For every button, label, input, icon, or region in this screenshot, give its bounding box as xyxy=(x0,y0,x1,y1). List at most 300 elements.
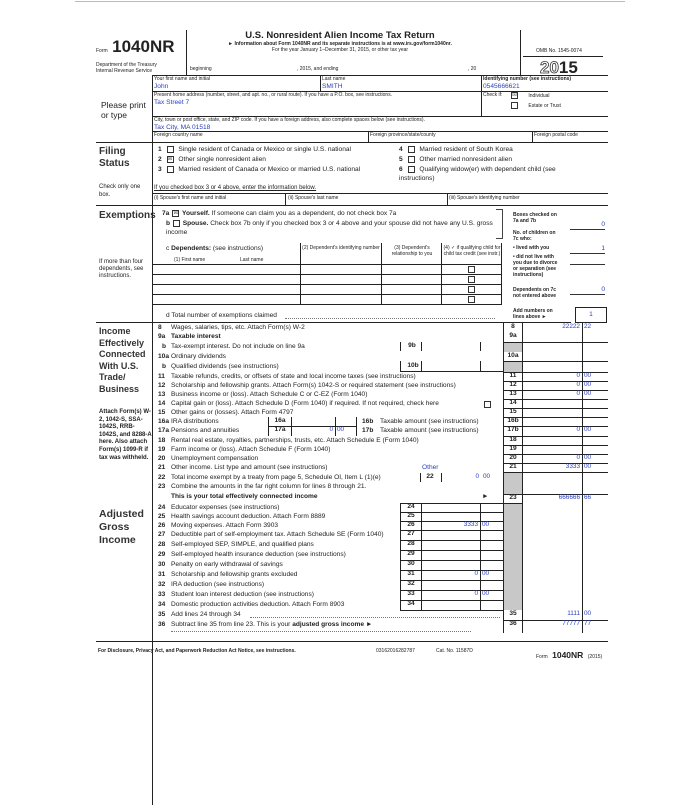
line-16b-text: Taxable amount (see instructions) xyxy=(380,418,479,425)
estate-label: Estate or Trust xyxy=(528,102,561,109)
shaded-cell xyxy=(504,473,522,494)
filing-checkbox-3[interactable] xyxy=(167,166,174,173)
line-8 xyxy=(158,323,305,332)
line-7b xyxy=(166,219,511,237)
omb-number: OMB No. 1545-0074 xyxy=(536,48,582,54)
line-36-dollars[interactable]: 77777 xyxy=(562,620,580,627)
option-label: Married resident of Canada or Mexico or married U.S. national xyxy=(178,166,361,173)
tax-year-solid: 15 xyxy=(558,58,578,77)
line-text: Health savings account deduction. Attach Form 8889 xyxy=(171,513,326,520)
line-17a-dollars[interactable]: 0 xyxy=(329,426,333,433)
first-name-label: Your first name and initial xyxy=(154,76,210,82)
address-field[interactable]: Tax Street 7 xyxy=(154,99,190,106)
line-26-dollars[interactable]: 3333 xyxy=(463,521,478,528)
line-text: Taxable refunds, credits, or offsets of state and local income taxes (see instructions) xyxy=(171,373,416,380)
line-21-cents[interactable]: 00 xyxy=(584,463,592,470)
inner-box-label: 24 xyxy=(407,503,415,510)
line-num: 27 xyxy=(158,531,166,538)
line-30 xyxy=(158,560,283,569)
inner-box-right xyxy=(356,417,357,436)
line-8-dollars[interactable]: 22222 xyxy=(562,323,580,330)
line-num: 14 xyxy=(158,400,166,407)
spouse-label: Spouse. xyxy=(182,220,209,227)
spouse-first-label: (i) Spouse's first name and initial xyxy=(154,195,227,201)
line-text: Add lines 24 through 34 xyxy=(171,611,241,618)
line-28 xyxy=(158,540,314,549)
line-num: 10a xyxy=(158,353,170,360)
line-22 xyxy=(158,473,381,482)
line-text: Self-employed health insurance deduction (see instructions) xyxy=(171,551,346,558)
line-8-cents[interactable]: 22 xyxy=(584,323,592,330)
line-31 xyxy=(158,570,297,579)
line-11 xyxy=(158,372,416,381)
spouse-divider-2 xyxy=(447,193,448,205)
spouse-id-label: (iii) Spouse's identifying number xyxy=(449,195,520,201)
line-29 xyxy=(158,550,346,559)
line-26-cents[interactable]: 00 xyxy=(482,521,490,528)
irs-label: Internal Revenue Service xyxy=(96,68,153,74)
line-box-label: 9a xyxy=(509,332,517,339)
line-11-cents[interactable]: 00 xyxy=(584,372,592,379)
line-text: Moving expenses. Attach Form 3903 xyxy=(171,522,279,529)
estate-checkbox[interactable] xyxy=(511,102,518,109)
row-rule xyxy=(400,610,503,611)
line-23-text2: This is your total effectively connected income xyxy=(171,493,318,500)
inner-box-divider xyxy=(421,342,422,351)
foreign-country-label: Foreign country name xyxy=(154,132,203,138)
filing-option-1[interactable] xyxy=(158,145,388,154)
agi-inner-divider xyxy=(421,503,422,610)
please-print-label xyxy=(101,100,146,120)
option-num: 3 xyxy=(158,166,162,173)
line-20 xyxy=(158,454,258,463)
spouse-last-label: (ii) Spouse's last name xyxy=(288,195,339,201)
dep-row-line-5 xyxy=(152,304,502,305)
line-36 xyxy=(158,620,498,629)
info-line: ► Information about Form 1040NR and its separate instructions is at www.irs.gov/form1040nr. xyxy=(228,41,452,47)
shaded-column xyxy=(504,504,522,610)
line-num: 26 xyxy=(158,522,166,529)
exemptions-title: Exemptions xyxy=(99,210,156,221)
header-divider xyxy=(186,30,187,75)
line-num: 32 xyxy=(158,581,166,588)
income-title xyxy=(99,326,146,395)
dependent-checkbox-2[interactable] xyxy=(468,276,475,283)
check-only-2: box. xyxy=(99,192,111,198)
inner-box-label: 31 xyxy=(407,570,415,577)
line-22-cents[interactable]: 00 xyxy=(483,473,491,480)
agi-title xyxy=(99,508,144,547)
form-label: Form xyxy=(96,48,108,54)
line-35-cents[interactable]: 00 xyxy=(584,610,592,617)
footer-form-number: 1040NR xyxy=(552,650,584,660)
line-text: Combine the amounts in the far right column for lines 8 through 21. xyxy=(171,483,367,490)
form-number: 1040NR xyxy=(112,37,175,56)
line-prefix: 7a xyxy=(162,210,170,217)
dependents-not-entered-label: Dependents on 7c not entered above xyxy=(513,287,557,299)
line-31-cents[interactable]: 00 xyxy=(482,570,490,577)
arrow-icon: ► xyxy=(365,621,373,628)
line-box-label: 19 xyxy=(509,445,517,452)
line-7d-text: d Total number of exemptions claimed xyxy=(166,312,277,319)
last-name-field[interactable]: SMITH xyxy=(322,83,343,90)
line-20-cents[interactable]: 00 xyxy=(584,454,592,461)
line-prefix: b xyxy=(166,220,171,227)
other-income-type[interactable]: Other xyxy=(422,464,439,471)
individual-label: Individual xyxy=(528,92,550,99)
print-label-line2: or type xyxy=(101,110,127,120)
line-12-cents[interactable]: 00 xyxy=(584,381,592,388)
line-35-dollars[interactable]: 1111 xyxy=(567,610,580,617)
filing-title-1: Filing xyxy=(99,146,126,157)
inner-box-left xyxy=(400,342,401,351)
tax-year-outline: 20 xyxy=(540,58,559,77)
line-text: IRA deduction (see instructions) xyxy=(171,581,265,588)
dep-row-line-2 xyxy=(152,274,502,275)
line-33-dollars[interactable]: 0 xyxy=(474,590,478,597)
individual-checkbox-row xyxy=(508,92,550,99)
line-9b xyxy=(162,342,305,351)
address-label: Present home address (number, street, and apt. no., or rural route). If you have a P.O. box, see instructions. xyxy=(154,92,393,98)
filing-option-3[interactable] xyxy=(158,165,398,174)
line-num: 20 xyxy=(158,455,166,462)
inner-box-label: 33 xyxy=(407,590,415,597)
line-box-label: 16b xyxy=(507,417,519,424)
dependents-label: Dependents: xyxy=(171,245,212,252)
line-18 xyxy=(158,436,419,445)
line-box-label: 15 xyxy=(509,408,517,415)
line-text: Deductible part of self-employment tax. Attach Schedule SE (Form 1040) xyxy=(171,531,384,538)
line-text: Taxable interest xyxy=(171,333,221,340)
did-not-live-value[interactable] xyxy=(570,256,605,265)
boxes-checked-value[interactable]: 0 xyxy=(570,220,605,230)
line-17a-cents[interactable]: 00 xyxy=(337,426,345,433)
spouse-checkbox[interactable] xyxy=(173,220,180,227)
agi-title-1: Adjusted xyxy=(99,508,144,520)
twenty-label: , 20 xyxy=(468,66,477,72)
line-num: 16a xyxy=(158,418,170,425)
col1-first: (1) First name xyxy=(174,257,206,263)
line-text: Scholarship and fellowship grants. Attach Form(s) 1042-S or required statement (see instructions) xyxy=(171,382,456,389)
line-box-label: 11 xyxy=(509,372,517,379)
inner-box-label: 34 xyxy=(407,600,415,607)
line-box-label: 35 xyxy=(509,610,517,617)
line-text: Pensions and annuities xyxy=(171,427,240,434)
line-text: Penalty on early withdrawal of savings xyxy=(171,561,283,568)
line-10a xyxy=(158,352,226,361)
inner-box-label: 29 xyxy=(407,550,415,557)
check-if-label: Check if: xyxy=(483,92,503,98)
filing-option-5[interactable] xyxy=(399,155,599,164)
cents-divider xyxy=(582,323,583,633)
filing-status-title xyxy=(99,146,130,170)
option-num: 5 xyxy=(399,156,403,163)
check-only-one xyxy=(99,183,140,199)
id-number-label: Identifying number (see instructions) xyxy=(483,76,572,82)
line-num: 35 xyxy=(158,611,166,618)
line-num: 31 xyxy=(158,571,166,578)
line-23 xyxy=(158,482,478,491)
omb-divider xyxy=(520,30,521,75)
omb-underline xyxy=(523,56,603,57)
line-13 xyxy=(158,390,367,399)
line-9a xyxy=(158,332,221,341)
line-num: 8 xyxy=(158,324,162,331)
dependent-checkbox-3[interactable] xyxy=(468,286,475,293)
line-23-total xyxy=(171,492,318,501)
option-label: Other married nonresident alien xyxy=(419,156,513,163)
line-text: Scholarship and fellowship grants excluded xyxy=(171,571,298,578)
line-13-cents[interactable]: 00 xyxy=(584,390,592,397)
filing-option-6[interactable] xyxy=(399,165,574,183)
spouse-divider-1 xyxy=(285,193,286,205)
filing-option-4[interactable] xyxy=(399,145,599,154)
line-21-dollars[interactable]: 3333 xyxy=(565,463,580,470)
yourself-label: Yourself. xyxy=(182,210,210,217)
inner-box-left xyxy=(400,361,401,371)
inner-box-label: 25 xyxy=(407,512,415,519)
line-text: Wages, salaries, tips, etc. Attach Form(s) W-2 xyxy=(171,324,305,331)
line-7a xyxy=(162,209,502,218)
filing-checkbox-5[interactable] xyxy=(408,156,415,163)
dependents-text: (see instructions) xyxy=(212,245,264,252)
exemption-bracket xyxy=(496,209,503,239)
foreign-postal-label: Foreign postal code xyxy=(534,132,578,138)
inner-box-label: 17a xyxy=(274,426,286,433)
line-text: Self-employed SEP, SIMPLE, and qualified plans xyxy=(171,541,314,548)
line-box-label: 13 xyxy=(509,390,517,397)
city-field[interactable]: Tax City, MA 01518 xyxy=(154,124,211,131)
inner-box-label: 26 xyxy=(407,521,415,528)
line-13-dollars[interactable]: 0 xyxy=(576,390,580,397)
income-title-2: Effectively xyxy=(99,337,145,348)
children-label: No. of children on 7c who: xyxy=(513,230,556,242)
option-label: Qualifying widow(er) with dependent child (see instructions) xyxy=(399,166,556,182)
line-27 xyxy=(158,530,384,539)
line-17b-dollars[interactable]: 0 xyxy=(576,426,580,433)
line-32 xyxy=(158,580,264,589)
line-15 xyxy=(158,408,293,417)
line-box-label: 36 xyxy=(509,620,517,627)
line-box-label: 17b xyxy=(507,426,519,433)
line-text: Business income or (loss). Attach Schedule C or C-EZ (Form 1040) xyxy=(171,391,368,398)
inner-box-label: 16a xyxy=(274,417,286,424)
spouse-text: Check box 7b only if you checked box 3 or 4 above and your spouse did not have any U.S. gross income xyxy=(166,220,493,236)
line-33-cents[interactable]: 00 xyxy=(482,590,490,597)
line-12 xyxy=(158,381,456,390)
line-text: IRA distributions xyxy=(171,418,219,425)
inner-box-label: 22 xyxy=(426,473,434,480)
line-text: Capital gain or (loss). Attach Schedule D (Form 1040) if required. If not required, check here xyxy=(171,400,439,407)
form-title: U.S. Nonresident Alien Income Tax Return xyxy=(245,30,435,41)
dependent-checkbox-1[interactable] xyxy=(468,266,475,273)
line-prefix: c xyxy=(166,245,170,252)
line-num: 15 xyxy=(158,409,166,416)
line-num: 12 xyxy=(158,382,166,389)
line-box-label: 21 xyxy=(509,463,517,470)
individual-checkbox[interactable]: ☒ xyxy=(512,92,517,98)
line-box-label: 12 xyxy=(509,381,517,388)
more-than-four-note: If more than four dependents, see instructions. xyxy=(99,259,144,279)
line-num: 29 xyxy=(158,551,166,558)
inner-box-label: 10b xyxy=(407,362,419,369)
line-14 xyxy=(158,399,439,408)
rule-5 xyxy=(96,142,608,143)
line-num: 9a xyxy=(158,333,166,340)
inner-box-label: 27 xyxy=(407,530,415,537)
name-divider xyxy=(320,75,321,91)
line-text: Tax-exempt interest. Do not include on line 9a xyxy=(171,343,305,350)
income-title-6: Business xyxy=(99,383,140,394)
line-text: Qualified dividends (see instructions) xyxy=(171,363,279,370)
line-num: 23 xyxy=(158,483,166,490)
line-17b-cents[interactable]: 00 xyxy=(584,426,592,433)
form-number-block xyxy=(96,37,175,57)
leader-dots xyxy=(250,617,500,618)
top-border xyxy=(75,1,625,2)
line-23-cents[interactable]: 66 xyxy=(584,494,592,501)
arrow-icon: ► xyxy=(482,493,489,500)
line-num: 21 xyxy=(158,464,166,471)
filing-checkbox-2[interactable]: ☒ xyxy=(167,155,173,162)
check-only-1: Check only one xyxy=(99,184,141,190)
line-num: 13 xyxy=(158,391,166,398)
shaded-cell xyxy=(504,362,522,372)
line-text: Student loan interest deduction (see instructions) xyxy=(171,591,314,598)
line-26 xyxy=(158,521,278,530)
yourself-checkbox[interactable]: ☒ xyxy=(173,209,178,216)
boxes-checked-label: Boxes checked on 7a and 7b xyxy=(513,212,557,224)
id-number-field[interactable]: 0545666621 xyxy=(483,83,520,90)
line-35 xyxy=(158,610,241,619)
option-num: 4 xyxy=(399,146,403,153)
dep-row-line-1 xyxy=(152,264,502,265)
footer-rule xyxy=(96,641,608,642)
line-text: Subtract line 35 from line 23. This is your xyxy=(171,621,291,628)
line-box-label: 23 xyxy=(509,494,517,501)
first-name-field[interactable]: John xyxy=(154,83,169,90)
line-num: 17a xyxy=(158,427,170,434)
inner-box-label: 32 xyxy=(407,580,415,587)
line-text: Total income exempt by a treaty from page 5, Schedule OI, Item L (1)(e) xyxy=(171,474,381,481)
option-label: Other single nonresident alien xyxy=(178,156,266,163)
line-text: Rental real estate, royalties, partnerships, trusts, etc. Attach Schedule E (Form 1040) xyxy=(171,437,419,444)
leader-dots xyxy=(285,318,495,319)
filing-checkbox-1[interactable] xyxy=(167,146,174,153)
left-gutter-full xyxy=(152,75,153,641)
line-25 xyxy=(158,512,325,521)
line-21 xyxy=(158,463,328,472)
col1-last: Last name xyxy=(240,257,264,263)
dependents-not-entered-value[interactable]: 0 xyxy=(570,285,605,295)
inner-box-label: 9b xyxy=(408,342,416,349)
option-num: 2 xyxy=(158,156,162,163)
leader-dots xyxy=(171,631,471,632)
line-17a xyxy=(158,426,239,435)
line-num: b xyxy=(162,343,167,350)
title-block xyxy=(190,30,490,53)
line-12-dollars[interactable]: 0 xyxy=(576,381,580,388)
income-title-5: Trade/ xyxy=(99,372,126,382)
print-label-line1: Please print xyxy=(101,100,146,110)
line-20-dollars[interactable]: 0 xyxy=(576,454,580,461)
line-7c xyxy=(166,244,263,253)
foreign-divider-1 xyxy=(368,131,369,142)
option-num: 6 xyxy=(399,166,403,173)
last-name-label: Last name xyxy=(322,76,346,82)
form-code: 03162016282787 xyxy=(376,648,415,654)
line-num: 28 xyxy=(158,541,166,548)
estate-checkbox-row xyxy=(508,102,561,109)
footer-form xyxy=(536,645,602,663)
line-16b-label: 16b xyxy=(362,418,374,425)
lived-with-value[interactable]: 1 xyxy=(570,244,605,254)
line-22-dollars[interactable]: 0 xyxy=(475,473,479,480)
line-17b-text: Taxable amount (see instructions) xyxy=(380,427,479,434)
line-36-cents[interactable]: 77 xyxy=(584,620,592,627)
filing-checkbox-6[interactable] xyxy=(408,166,415,173)
line-box-label: 10a xyxy=(507,352,519,359)
inner-box-cents xyxy=(480,361,481,371)
agi-bold-text: adjusted gross income xyxy=(292,621,365,628)
city-label: City, town or post office, state, and ZIP code. If you have a foreign address, also complete spaces below (see instructions). xyxy=(154,117,425,123)
line-text: Farm income or (loss). Attach Schedule F (Form 1040) xyxy=(171,446,331,453)
line-box-label: 20 xyxy=(509,454,517,461)
filing-option-2[interactable] xyxy=(158,155,388,164)
inner-box-label: 28 xyxy=(407,540,415,547)
line-num: 34 xyxy=(158,601,166,608)
line-34 xyxy=(158,600,344,609)
did-not-live-label: • did not live with you due to divorce or separation (see instructions) xyxy=(513,254,558,278)
filing-checkbox-4[interactable] xyxy=(408,146,415,153)
agi-title-2: Gross xyxy=(99,521,130,533)
agi-inner-cents xyxy=(480,503,481,610)
add-numbers-value[interactable]: 1 xyxy=(575,307,607,323)
line-num: 30 xyxy=(158,561,166,568)
line-text: Educator expenses (see instructions) xyxy=(171,504,280,511)
line-num: 33 xyxy=(158,591,166,598)
dept-treasury: Department of the Treasury xyxy=(96,62,157,68)
dep-row-line-3 xyxy=(152,284,502,285)
yourself-text: If someone can claim you as a dependent, do not check box 7a xyxy=(211,210,397,217)
line-33 xyxy=(158,590,314,599)
attach-forms-note: Attach Form(s) W-2, 1042-S, SSA-1042S, RRB-1042S, and 8288-A here. Also attach Form(s) 1099-R if tax was withheld. xyxy=(99,409,152,461)
inner-box-divider xyxy=(421,361,422,371)
spouse-note: If you checked box 3 or 4 above, enter the information below. xyxy=(154,185,317,191)
line-16a xyxy=(158,417,219,426)
line-17b-label: 17b xyxy=(362,427,374,434)
line-box-label: 18 xyxy=(509,436,517,443)
line-box-label: 14 xyxy=(509,399,517,406)
line-col-right xyxy=(522,323,523,633)
line-31-dollars[interactable]: 0 xyxy=(474,570,478,577)
line-num: 22 xyxy=(158,474,166,481)
dependent-checkbox-4[interactable] xyxy=(468,296,475,303)
line-num: 19 xyxy=(158,446,166,453)
line-text: Other income. List type and amount (see instructions) xyxy=(171,464,328,471)
line-11-dollars[interactable]: 0 xyxy=(576,372,580,379)
dep-row-line-4 xyxy=(152,294,502,295)
col4-header: (4) ✓ if qualifying child for child tax credit (see instr.) xyxy=(443,245,501,257)
col2-header: (2) Dependent's identifying number xyxy=(302,245,380,251)
line-text: Domestic production activities deduction. Attach Form 8903 xyxy=(171,601,345,608)
line-num: 11 xyxy=(158,373,165,380)
line-23-dollars[interactable]: 666666 xyxy=(558,494,580,501)
foreign-divider-2 xyxy=(532,131,533,142)
capital-gain-checkbox[interactable] xyxy=(484,401,491,408)
line-10b xyxy=(162,362,279,371)
line-24 xyxy=(158,503,280,512)
